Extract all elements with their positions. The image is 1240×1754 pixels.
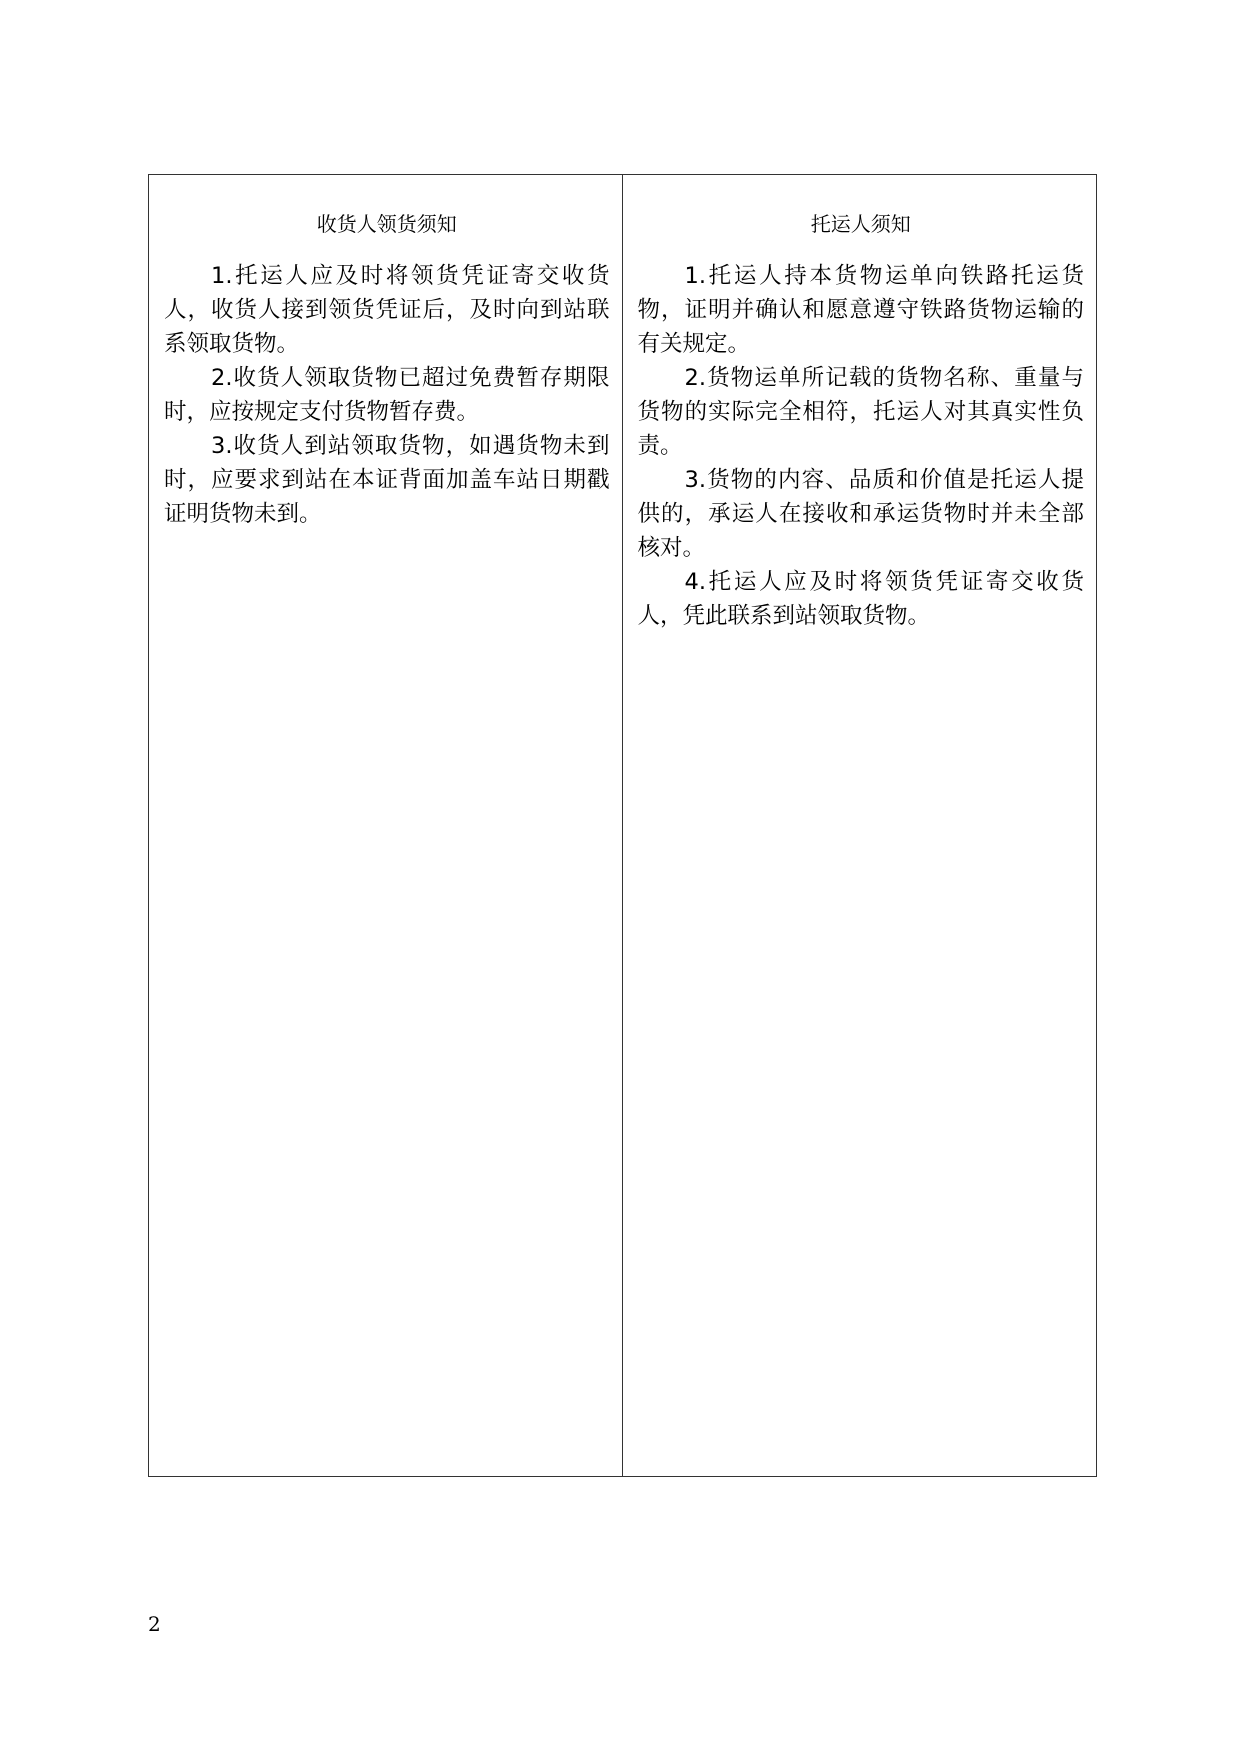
consignee-notice-item: 3.收货人到站领取货物，如遇货物未到时，应要求到站在本证背面加盖车站日期戳证明货物未到。 [164,433,610,527]
shipper-notice-item: 3.货物的内容、品质和价值是托运人提供的，承运人在接收和承运货物时并未全部核对。 [637,467,1084,561]
shipper-notice-item: 1.托运人持本货物运单向铁路托运货物，证明并确认和愿意遵守铁路货物运输的有关规定。 [637,263,1084,357]
page-number: 2 [148,1612,161,1636]
shipper-notice-title: 托运人须知 [810,212,911,236]
consignee-notice-column [149,175,623,1476]
shipper-notice-item: 2.货物运单所记载的货物名称、重量与货物的实际完全相符，托运人对其真实性负责。 [637,365,1084,459]
shipper-notice-item: 4.托运人应及时将领货凭证寄交收货人，凭此联系到站领取货物。 [637,569,1084,629]
notice-table [148,174,1097,1477]
shipper-notice-column [623,175,1097,1476]
consignee-notice-title: 收货人领货须知 [316,212,457,236]
consignee-notice-item: 2.收货人领取货物已超过免费暂存期限时，应按规定支付货物暂存费。 [164,365,610,425]
consignee-notice-item: 1.托运人应及时将领货凭证寄交收货人，收货人接到领货凭证后，及时向到站联系领取货物。 [164,263,610,357]
